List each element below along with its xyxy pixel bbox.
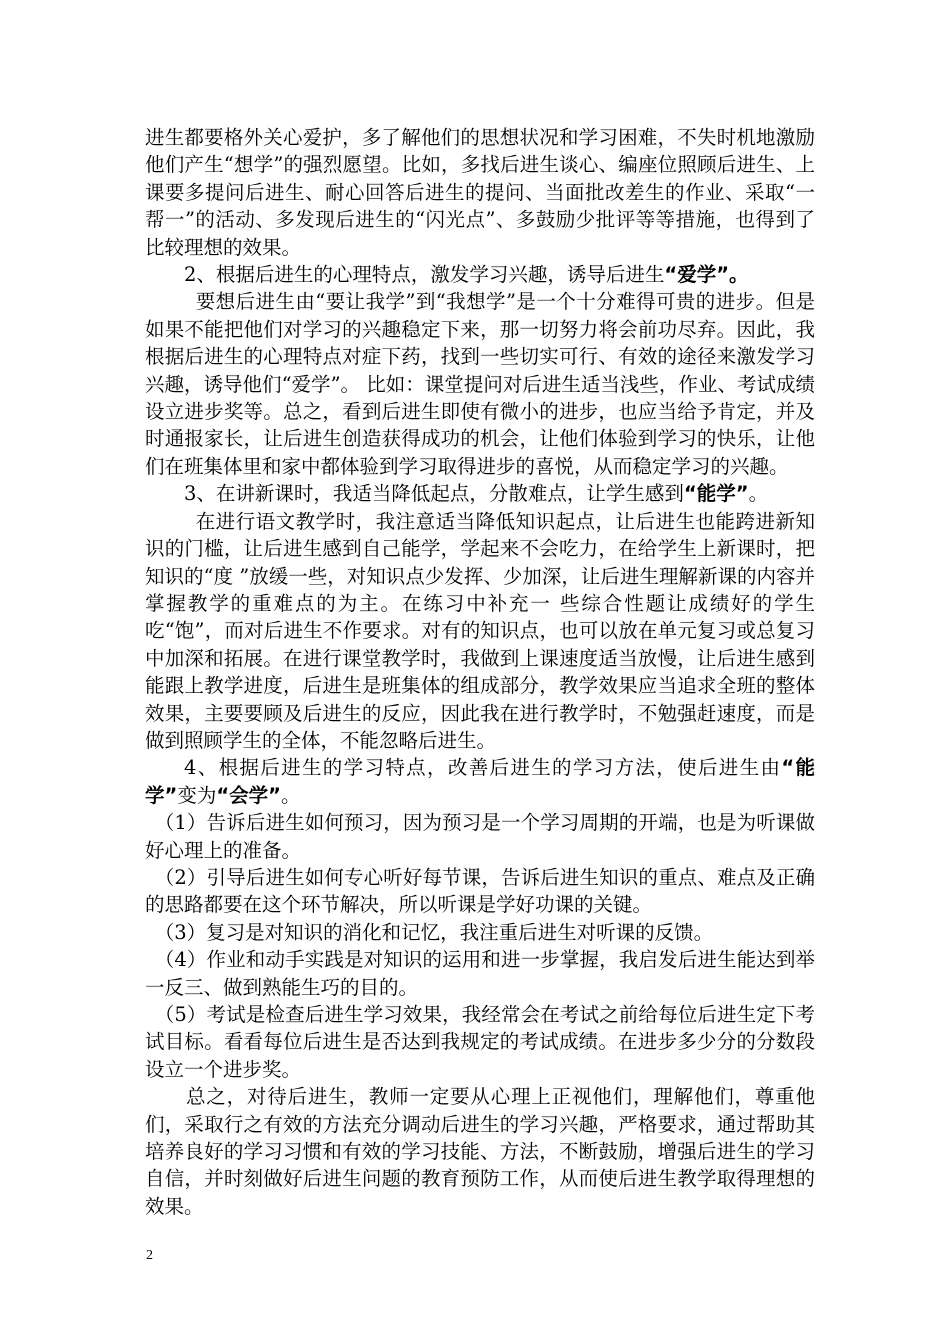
section-heading-2-text: 2、根据后进生的心理特点，激发学习兴趣，诱导后进生: [184, 263, 665, 287]
list-item-2: （2）引导后进生如何专心听好每节课，告诉后进生知识的重点、难点及正确的思路都要在这个环节解决，所以听课是学好功课的关键。: [145, 865, 815, 917]
paragraph-new-lesson: 在进行语文教学时，我注意适当降低知识起点，让后进生也能跨进新知识的门槛，让后进生感到自己能学，学起来不会吃力，在给学生上新课时，把知识的“度 ”放缓一些，对知识点少发挥、少加深，让后进生理解新课的内容并掌握教学的重难点的为主。在练习中补充一 些综合性题让成绩好的学生吃“饱”，而对后进生不作要求。对有的知识点，也可以放在单元复习或总复习中加深和拓展。在进行课堂教学时，我做到上课速度适当放慢，让后进生感到能跟上教学进度，后进生是班集体的组成部分，教学效果应当追求全班的整体效果，主要要顾及后进生的反应，因此我在进行教学时，不勉强赶速度，而是做到照顾学生的全体，不能忽略后进生。: [145, 509, 815, 752]
section-heading-3: [145, 480, 815, 507]
section-heading-3-text: 3、在讲新课时，我适当降低起点，分散难点，让学生感到: [184, 482, 684, 506]
emphasis-ai-xue: “爱学”。: [664, 263, 749, 287]
page-number: 2: [146, 1248, 153, 1263]
document-body: [145, 124, 815, 1220]
section-heading-4-tail: 。: [280, 783, 301, 807]
paragraph-interest: 要想后进生由“要让我学”到“我想学”是一个十分难得可贵的进步。但是如果不能把他们对学习的兴趣稳定下来，那一切努力将会前功尽弃。因此，我根据后进生的心理特点对症下药，找到一些切实可行、有效的途径来激发学习兴趣，诱导他们“爱学”。 比如：课堂提问对后进生适当浅些，作业、考试成绩设立进步奖等。总之，看到后进生即使有微小的进步，也应当给予肯定，并及时通报家长，让后进生创造获得成功的机会，让他们体验到学习的快乐，让他们在班集体里和家中都体验到学习取得进步的喜悦，从而稳定学习的兴趣。: [145, 290, 815, 478]
emphasis-neng-xue-2: “能学”: [145, 756, 815, 807]
list-item-1: （1）告诉后进生如何预习，因为预习是一个学习周期的开端，也是为听课做好心理上的准备。: [145, 811, 815, 862]
paragraph-conclusion: 总之，对待后进生，教师一定要从心理上正视他们，理解他们，尊重他们，采取行之有效的方法充分调动后进生的学习兴趣，严格要求，通过帮助其培养良好的学习习惯和有效的学习技能、方法，不断鼓励，增强后进生的学习自信，并时刻做好后进生问题的教育预防工作，从而使后进生教学取得理想的效果。: [145, 1085, 815, 1218]
section-heading-2: [145, 261, 815, 288]
list-item-5: （5）考试是检查后进生学习效果，我经常会在考试之前给每位后进生定下考试目标。看看每位后进生是否达到我规定的考试成绩。在进步多少分的分数段设立一个进步奖。: [145, 1003, 815, 1081]
emphasis-neng-xue: “能学”: [683, 482, 749, 506]
section-heading-4-mid: 变为: [177, 783, 217, 807]
section-heading-4-text: 4、根据后进生的学习特点，改善后进生的学习方法，使后进生由: [184, 756, 782, 780]
list-item-3: （3）复习是对知识的消化和记忆，我注重后进生对听课的反馈。: [154, 920, 714, 944]
list-item-4: （4）作业和动手实践是对知识的运用和进一步掌握，我启发后进生能达到举一反三、做到熟能生巧的目的。: [145, 948, 815, 999]
emphasis-hui-xue: “会学”: [216, 783, 281, 807]
section-heading-4: [145, 754, 815, 809]
section-heading-3-tail: 。: [748, 482, 769, 506]
paragraph-continued: 进生都要格外关心爱护，多了解他们的思想状况和学习困难，不失时机地激励他们产生“想学”的强烈愿望。比如，多找后进生谈心、编座位照顾后进生、上课要多提问后进生、耐心回答后进生的提问、当面批改差生的作业、采取“一帮一”的活动、多发现后进生的“闪光点”、多鼓励少批评等等措施，也得到了比较理想的效果。: [145, 126, 815, 259]
